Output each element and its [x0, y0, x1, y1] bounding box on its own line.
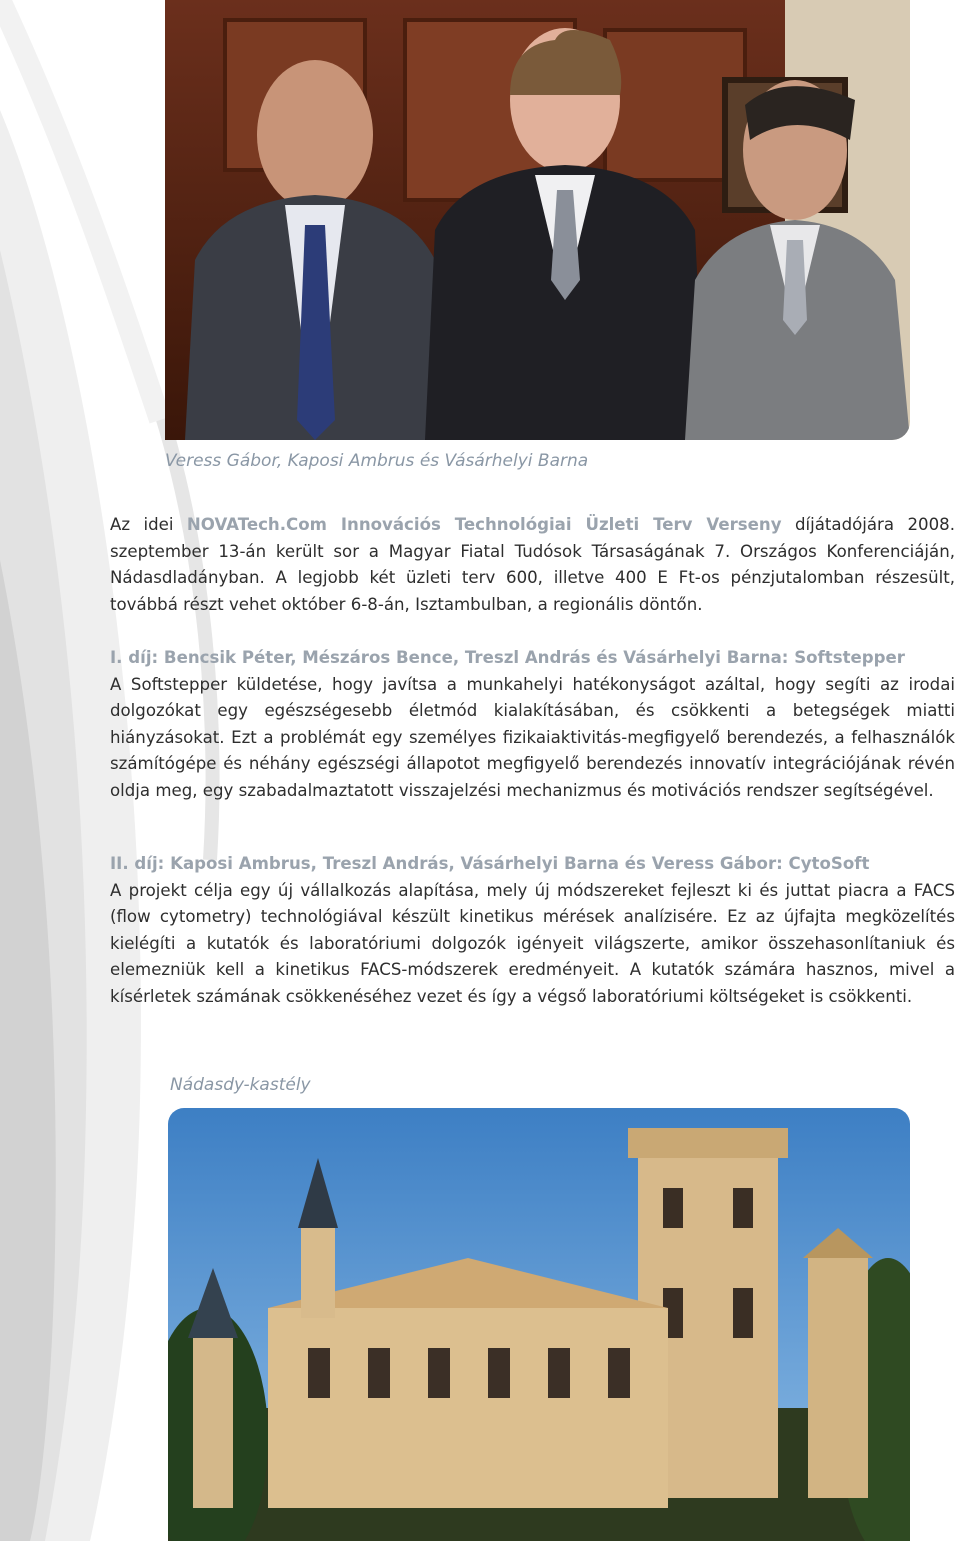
competition-name: NOVATech.Com Innovációs Technológiai Üzleti Terv Verseny	[186, 515, 782, 534]
first-prize-body: A Softstepper küldetése, hogy javítsa a munkahelyi hatékonyságot azáltal, hogy segíti az irodai dolgozókat egy egészségesebb életmód kialakításában, és csökkenti a betegségek miatti hiányzásokat. Ezt a problémát egy személyes fizikaiaktivitás-megfigyelő berendezés, a felhasználók számítógépe és néhány egészségi állapotot megfigyelő berendezés innovatív integrációjának révén oldja meg, egy szabadalmaztatott visszajelzési mechanizmus és motivációs rendszer segítségével.	[110, 674, 955, 800]
first-prize-heading: I. díj: Bencsik Péter, Mészáros Bence, Treszl András és Vásárhelyi Barna: Softstepper	[110, 648, 905, 667]
photo-caption-castle: Nádasdy-kastély	[170, 1075, 311, 1095]
intro-suffix: díjátadójára 2008. szeptember 13-án került sor a Magyar Fiatal Tudósok Társaságának 7. Országos Konferenciáján, Nádasdladányban. A legjobb két üzleti terv 600, illetve 400 E Ft-os pénzjutalomban részesült, továbbá részt vehet október 6-8-án, Isztambulban, a regionális döntőn.	[110, 515, 955, 614]
second-prize-section	[110, 851, 955, 1011]
photo-caption-people: Veress Gábor, Kaposi Ambrus és Vásárhelyi Barna	[165, 451, 589, 471]
first-prize-section	[110, 645, 955, 805]
photo-three-men	[165, 0, 910, 440]
intro-prefix: Az idei	[110, 515, 187, 534]
second-prize-heading: II. díj: Kaposi Ambrus, Treszl András, Vásárhelyi Barna és Veress Gábor: CytoSoft	[110, 854, 870, 873]
intro-paragraph	[110, 512, 955, 618]
second-prize-body: A projekt célja egy új vállalkozás alapítása, mely új módszereket fejleszt ki és juttat piacra a FACS (flow cytometry) technológiával készült kinetikus mérések analízisére. Ez az újfajta megközelítés kielégíti a kutatók és laboratóriumi dolgozók igényeit világszerte, amikor összehasonlítaniuk és elemezniük kell a kinetikus FACS-módszerek eredményeit. A kutatók számára hasznos, mivel a kísérletek számának csökkenéséhez vezet és így a végső laboratóriumi költségeket is csökkenti.	[110, 880, 955, 1006]
photo-nadasdy-castle	[168, 1108, 910, 1541]
